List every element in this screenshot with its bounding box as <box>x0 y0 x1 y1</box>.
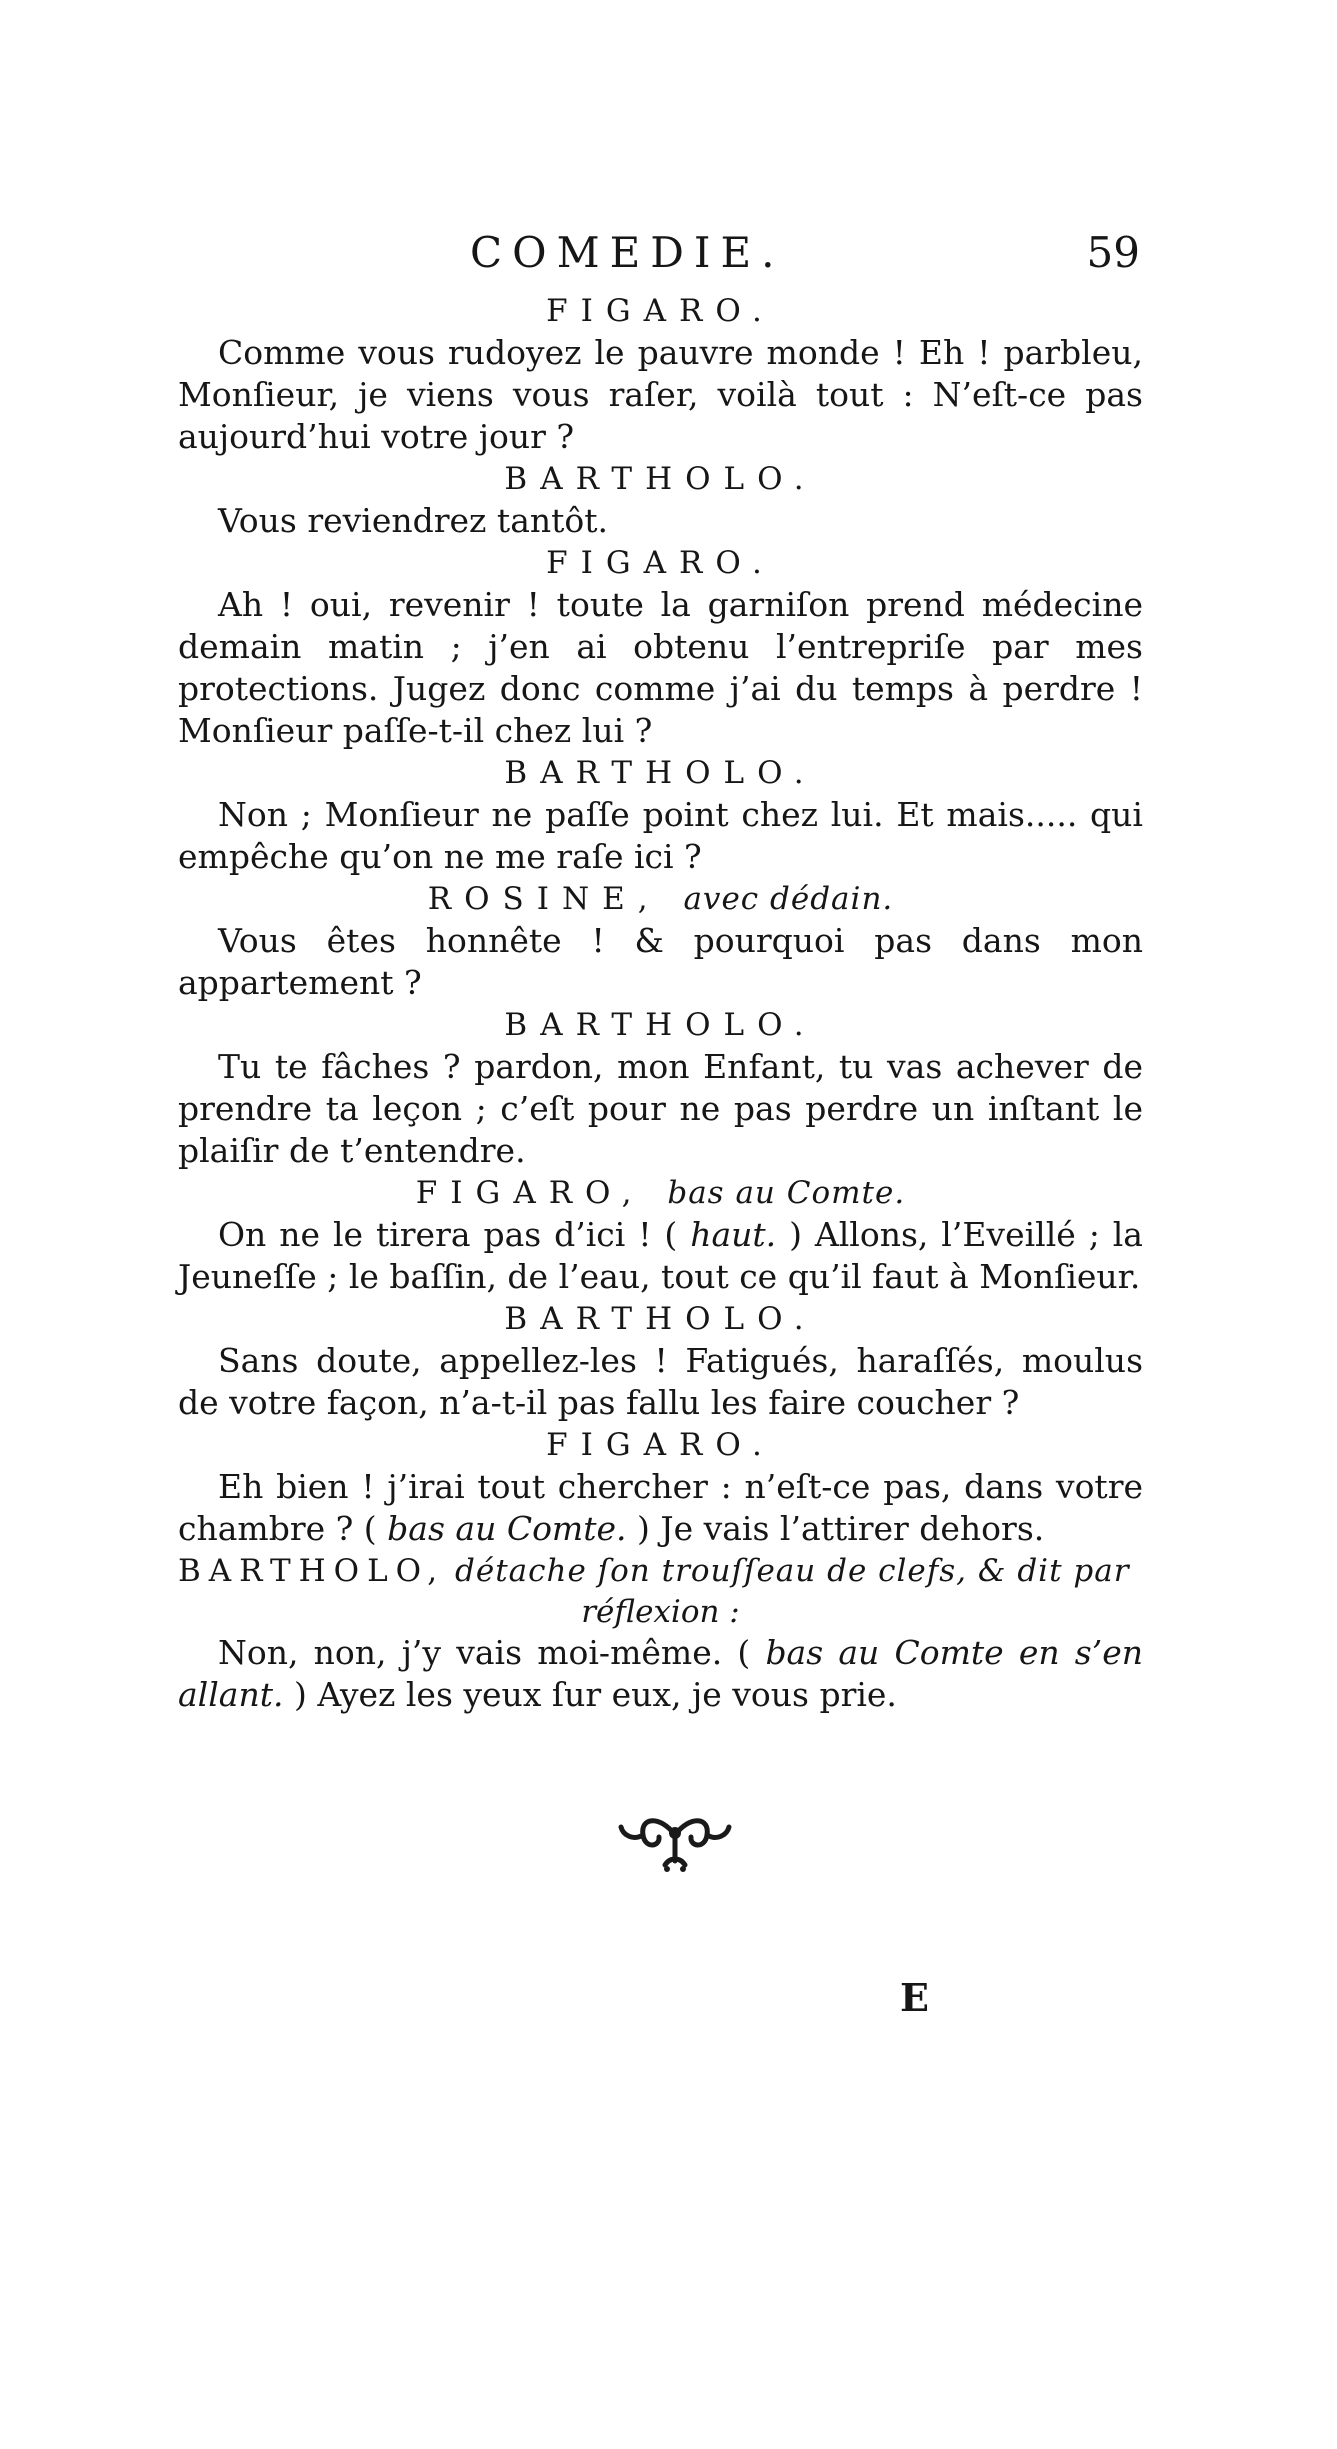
speaker-name: FIGARO. <box>546 545 775 581</box>
page-number: 59 <box>1086 228 1140 277</box>
speech <box>178 1632 1143 1716</box>
speaker-name: BARTHOLO. <box>504 461 817 497</box>
speech-part: On ne le tirera pas d’ici ! ( <box>218 1215 691 1254</box>
stage-direction: bas au Comte. <box>667 1175 906 1211</box>
speech: Vous reviendrez tantôt. <box>218 501 609 540</box>
stage-direction: avec dédain. <box>683 881 894 917</box>
speech: Non ; Monſieur ne paſſe point chez lui. Et mais..... qui empêche qu’on ne me raſe ici ? <box>178 795 1143 876</box>
speech-part: Non, non, j’y vais moi-même. ( <box>218 1633 766 1672</box>
speech-part: ) Je vais l’attirer dehors. <box>626 1509 1045 1548</box>
stage-direction: détache ſon trouſſeau de clefs, & dit par <box>455 1553 1130 1589</box>
speech: Sans doute, appellez-les ! Fatigués, haraſſés, moulus de votre façon, n’a-t-il pas fallu les faire coucher ? <box>178 1341 1143 1422</box>
speaker-heading <box>178 878 1143 920</box>
play-text <box>178 290 1143 1716</box>
inline-direction: haut. <box>690 1215 777 1254</box>
speech-part: Eh bien ! j’irai tout chercher : n’eſt-ce pas, dans votre chambre ? ( <box>178 1467 1143 1548</box>
inline-direction: bas au Comte. <box>387 1509 627 1548</box>
speech-part: ) Allons, l’Eveillé ; la Jeuneſſe ; le baſſin, de l’eau, tout ce qu’il faut à Monſieur. <box>178 1215 1143 1296</box>
speaker-heading <box>178 1172 1143 1214</box>
speech <box>178 1466 1143 1550</box>
stage-direction-continued: réflexion : <box>581 1594 740 1630</box>
speech <box>178 1214 1143 1298</box>
speaker-name: BARTHOLO. <box>504 755 817 791</box>
speaker-name: ROSINE, <box>427 881 661 917</box>
speaker-name: FIGARO. <box>546 293 775 329</box>
speech: Vous êtes honnête ! & pourquoi pas dans mon appartement ? <box>178 921 1143 1002</box>
speaker-heading <box>178 1550 1143 1592</box>
speech: Tu te fâches ? pardon, mon Enfant, tu vas achever de prendre ta leçon ; c’eſt pour ne pas perdre un inſtant le plaiſir de t’entendre. <box>178 1047 1143 1170</box>
speaker-name: BARTHOLO. <box>504 1007 817 1043</box>
speaker-name: BARTHOLO, <box>178 1553 446 1589</box>
fleuron-ornament-icon <box>615 1805 735 1875</box>
signature-mark: E <box>900 1975 929 2020</box>
speech: Ah ! oui, revenir ! toute la garniſon prend médecine demain matin ; j’en ai obtenu l’entrepriſe par mes protections. Jugez donc comme j’ai du temps à perdre ! Monſieur paſſe-t-il chez lui ? <box>178 585 1143 750</box>
speaker-name: FIGARO. <box>546 1427 775 1463</box>
inline-direction: bas au Comte en s’en allant. <box>178 1633 1143 1714</box>
speaker-name: FIGARO, <box>415 1175 645 1211</box>
running-title: COMEDIE. <box>470 228 785 277</box>
speech-part: ) Ayez les yeux ſur eux, je vous prie. <box>283 1675 897 1714</box>
page-header <box>180 228 1140 288</box>
speaker-name: BARTHOLO. <box>504 1301 817 1337</box>
speech: Comme vous rudoyez le pauvre monde ! Eh ! parbleu, Monſieur, je viens vous raſer, voilà tout : N’eſt-ce pas aujourd’hui votre jour ? <box>178 333 1143 456</box>
